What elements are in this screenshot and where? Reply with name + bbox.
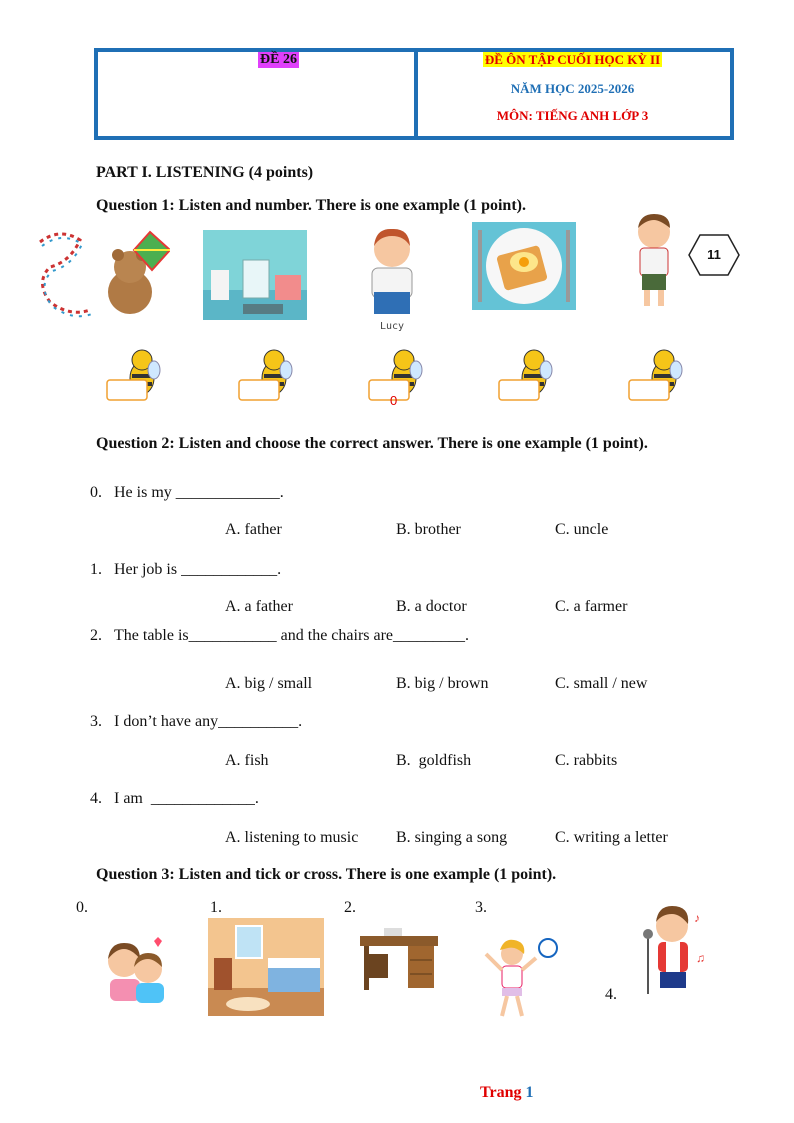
q2-item-num: 2.: [90, 627, 102, 644]
page-word: Trang: [480, 1084, 522, 1101]
example-number: 11: [707, 247, 721, 262]
svg-text:♫: ♫: [696, 951, 705, 965]
q2-item-stem: Her job is ____________.: [114, 561, 282, 578]
boy-singing-picture: [636, 902, 708, 998]
q2-option-b: B. a doctor: [396, 598, 467, 615]
breakfast-plate-picture: [472, 222, 576, 310]
q2-item-stem: I am _____________.: [114, 790, 259, 807]
example-answer: 0: [390, 393, 398, 408]
exam-title-text: ĐỀ ÔN TẬP CUỐI HỌC KỲ II: [484, 52, 661, 67]
q3-label-3: 3.: [475, 899, 487, 916]
q2-option-a: A. big / small: [225, 675, 313, 692]
q2-option-b: B. goldfish: [396, 752, 472, 769]
q2-option-a: A. father: [225, 521, 282, 538]
q2-item-num: 3.: [90, 713, 102, 730]
part1-title: PART I. LISTENING (4 points): [96, 164, 314, 181]
bee-answer-box-2: [238, 346, 293, 404]
lucy-caption: Lucy: [380, 321, 405, 332]
desk-picture: [354, 920, 442, 1000]
q2-item-num: 0.: [90, 484, 102, 501]
bathroom-picture: [203, 230, 307, 320]
bedroom-picture: [208, 918, 324, 1016]
q2-option-a: A. a father: [225, 598, 293, 615]
bee-answer-box-5: [628, 346, 683, 404]
q2-option-b: B. brother: [396, 521, 461, 538]
q2-option-a: A. fish: [225, 752, 269, 769]
subject: MÔN: TIẾNG ANH LỚP 3: [496, 108, 649, 123]
q2-option-c: C. a farmer: [555, 598, 628, 615]
school-year: NĂM HỌC 2025-2026: [510, 81, 635, 96]
svg-text:♪: ♪: [694, 911, 700, 925]
exam-title: [415, 52, 730, 68]
q3-title: Question 3: Listen and tick or cross. There is one example (1 point).: [96, 866, 557, 883]
q2-option-c: C. small / new: [555, 675, 648, 692]
bee-answer-box-1: [106, 346, 161, 404]
page-footer: [480, 1084, 533, 1102]
girl-lucy-picture: [362, 224, 422, 319]
q2-option-c: C. rabbits: [555, 752, 618, 769]
q2-item-num: 1.: [90, 561, 102, 578]
page-number: 1: [525, 1084, 534, 1101]
siblings-hug-picture: [98, 935, 174, 1007]
q2-option-b: B. singing a song: [396, 829, 508, 846]
q3-label-2: 2.: [344, 899, 356, 916]
teddy-kite-picture: [30, 222, 170, 322]
q2-item-stem: The table is___________ and the chairs are_________.: [114, 627, 470, 644]
q2-item-stem: He is my _____________.: [114, 484, 284, 501]
q2-option-c: C. uncle: [555, 521, 609, 538]
q2-item-num: 4.: [90, 790, 102, 807]
q2-option-a: A. listening to music: [225, 829, 359, 846]
q2-option-b: B. big / brown: [396, 675, 489, 692]
q2-title: Question 2: Listen and choose the correct answer. There is one example (1 point).: [96, 435, 648, 452]
q2-item-stem: I don’t have any__________.: [114, 713, 303, 730]
q3-label-4: 4.: [605, 986, 617, 1003]
q3-label-1: 1.: [210, 899, 222, 916]
exam-code: ĐỀ 26: [260, 52, 297, 67]
girl-volleyball-picture: [480, 930, 558, 1022]
q1-title: Question 1: Listen and number. There is one example (1 point).: [96, 197, 526, 214]
bee-answer-box-4: [498, 346, 553, 404]
q2-option-c: C. writing a letter: [555, 829, 668, 846]
q3-label-0: 0.: [76, 899, 88, 916]
boy-picture: [630, 210, 680, 310]
